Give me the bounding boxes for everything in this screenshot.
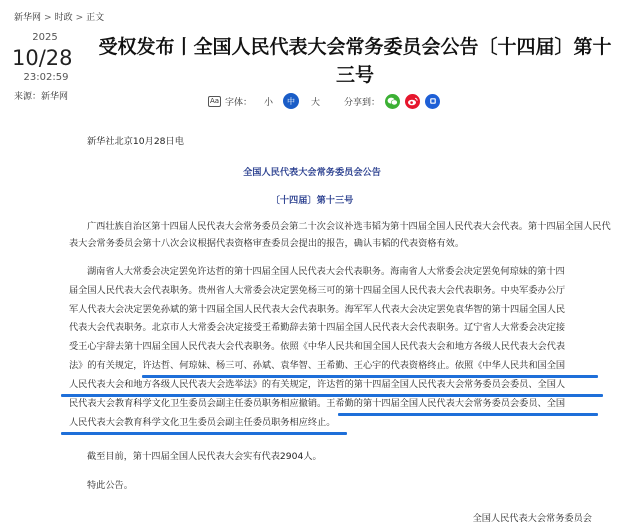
font-size-icon: Aa: [209, 97, 220, 105]
font-size-large-button[interactable]: 大: [311, 97, 321, 108]
publish-time: 23:02:59: [23, 72, 69, 83]
share-label: 分享到：: [344, 97, 381, 108]
paragraph-2-line-4: 代表大会代表职务。北京市人大常委会决定接受王希勤辞去第十四届全国人民代表大会代表职务。辽宁省人大常委会决定接: [69, 322, 566, 333]
breadcrumb-home-link[interactable]: 新华网: [14, 13, 42, 23]
signature: 全国人民代表大会常务委员会: [472, 513, 592, 524]
breadcrumb-current: 正文: [86, 13, 105, 23]
publish-month-day: 10/28: [12, 46, 73, 70]
page-title: [94, 33, 616, 89]
breadcrumb: [14, 10, 104, 23]
wechat-icon[interactable]: [385, 94, 400, 109]
qzone-icon[interactable]: [425, 94, 440, 109]
highlight-underline: [338, 413, 598, 416]
font-label: 字体：: [225, 97, 253, 108]
highlight-underline: [61, 432, 347, 435]
breadcrumb-separator: >: [44, 13, 52, 23]
paragraph-2-line-9: 人民代表大会教育科学文化卫生委员会副主任委员职务相应终止。: [69, 417, 336, 428]
paragraph-1-line-1: 广西壮族自治区第十四届人民代表大会常务委员会第二十次会议补选韦韬为第十四届全国人民代表大会代表。第十四届全国人民代: [87, 221, 611, 232]
page-title-line1: 受权发布丨全国人民代表大会常务委员会公告〔十四届〕第十: [98, 36, 612, 58]
paragraph-2-line-1: 湖南省人大常委会决定罢免许达哲的第十四届全国人民代表大会代表职务。海南省人大常委会决定罢免何琼妹的第十四: [87, 266, 565, 277]
paragraph-1-line-2: 表大会常务委员会第十八次会议根据代表资格审查委员会提出的报告，确认韦韬的代表资格有效。: [69, 238, 465, 249]
paragraph-2-line-3: 军人代表大会决定罢免孙斌的第十四届全国人民代表大会代表职务。海军军人代表大会决定罢免袁华智的第十四届全国人民: [69, 304, 566, 315]
publish-date: [12, 32, 72, 84]
font-size-small-button[interactable]: 小: [264, 97, 274, 108]
article-toolbar: [208, 93, 440, 109]
highlight-underline: [142, 375, 598, 378]
paragraph-4: 特此公告。: [87, 480, 133, 491]
breadcrumb-separator: >: [75, 13, 84, 23]
paragraph-2-line-2: 届全国人民代表大会代表职务。贵州省人大常委会决定罢免杨三可的第十四届全国人民代表大会代表职务。中央军委办公厅: [69, 285, 566, 296]
paragraph-2-line-8: 民代表大会教育科学文化卫生委员会副主任委员职务相应撤销。王希勤的第十四届全国人民代表大会常务委员会委员、全国: [69, 398, 566, 409]
publish-year: 2025: [32, 32, 58, 43]
paragraph-3: 截至目前，第十四届全国人民代表大会实有代表2904人。: [87, 451, 322, 462]
paragraph-2-line-6: 法》的有关规定，许达哲、何琼妹、杨三可、孙斌、袁华智、王希勤、王心宇的代表资格终止。依照《中华人民共和国全国: [69, 360, 566, 371]
paragraph-2-line-7: 人民代表大会和地方各级人民代表大会选举法》的有关规定，许达哲的第十四届全国人民代表大会常务委员会委员、全国人: [69, 379, 566, 390]
article-dateline: 新华社北京10月28日电: [87, 136, 184, 147]
highlight-underline: [61, 394, 603, 397]
announcement-heading: 全国人民代表大会常务委员会公告: [243, 167, 381, 178]
announcement-number: 〔十四届〕第十三号: [270, 195, 354, 206]
weibo-icon[interactable]: [405, 94, 420, 109]
page-title-line2: 三号: [335, 64, 374, 86]
font-size-medium-button[interactable]: 中: [283, 93, 299, 109]
paragraph-2-line-5: 受王心宇辞去第十四届全国人民代表大会代表职务。依照《中华人民共和国全国人民代表大会和地方各级人民代表大会代表: [69, 341, 566, 352]
breadcrumb-politics-link[interactable]: 时政: [54, 13, 73, 23]
article-source: 来源：新华网: [14, 92, 69, 102]
